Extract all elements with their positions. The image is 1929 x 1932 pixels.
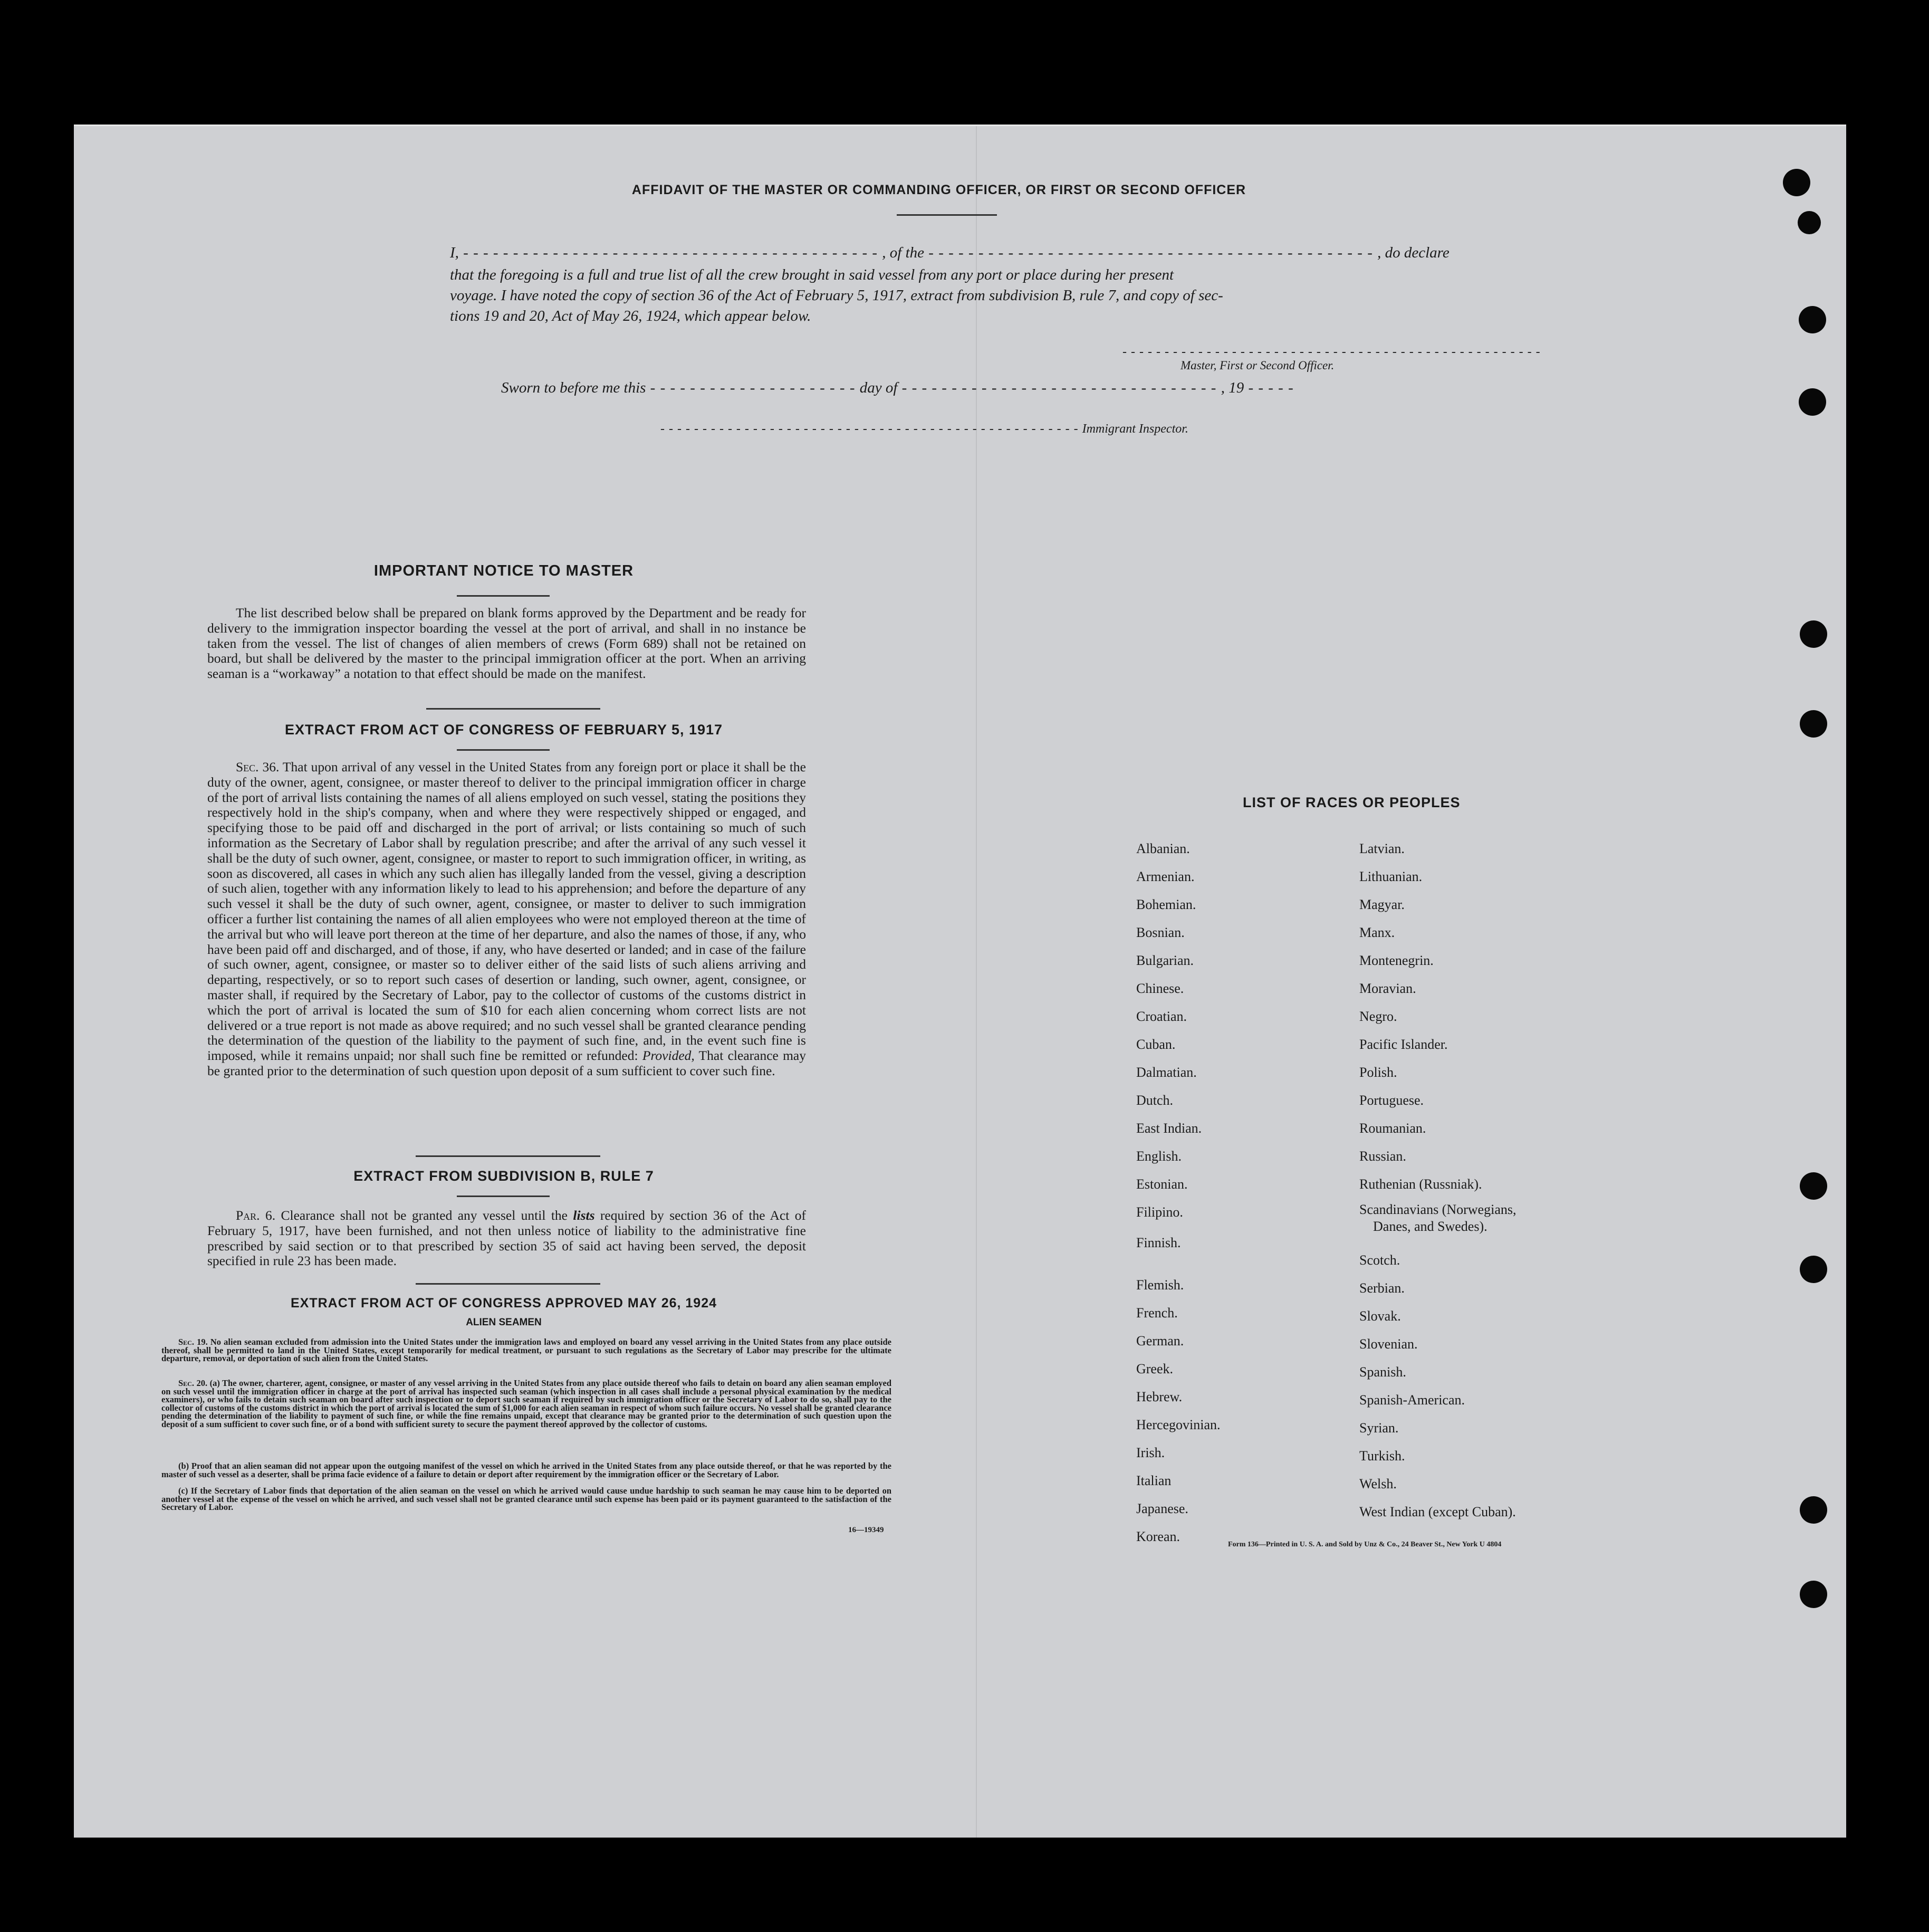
sec19-text: No alien seaman excluded from admission into the United States under the immigration laws and employed on board any vessel arriving in the United States from any place outside thereof, shall be permitted to land in the United States, except temporarily for medical treatment, or pursuant to such regulations as the Secretary of Labor may prescribe for the ultimate departure, removal, or deportation of such alien from the United States. bbox=[161, 1337, 891, 1364]
race-item: Korean. bbox=[1136, 1529, 1181, 1544]
binder-hole bbox=[1800, 1256, 1827, 1283]
binder-hole bbox=[1800, 1496, 1827, 1524]
binder-hole bbox=[1800, 1581, 1827, 1608]
blank-year: - - - - - bbox=[1244, 379, 1294, 396]
race-item: Negro. bbox=[1359, 1009, 1397, 1024]
divider bbox=[457, 595, 550, 597]
races-list-left bbox=[1136, 835, 1221, 1551]
sec20-label: Sec. 20. bbox=[178, 1378, 208, 1388]
provided-word: Provided, bbox=[642, 1048, 695, 1064]
race-item: Magyar. bbox=[1359, 897, 1405, 912]
notice-paragraph: The list described below shall be prepared on blank forms approved by the Department and be ready for delivery to the immigration inspector boarding the vessel at the port of arrival, and shall in no instance be taken from the vessel. The list of changes of alien members of crews (Form 689) shall not be retained on board, but shall be delivered by the master to the principal immigration officer at the port. When an arriving seaman is a “workaway” a notation to that effect should be made on the manifest. bbox=[207, 605, 806, 682]
blank-day: - - - - - - - - - - - - - - - - - - - - - bbox=[646, 379, 860, 396]
binder-hole bbox=[1799, 388, 1826, 416]
race-item: Hercegovinian. bbox=[1136, 1417, 1221, 1432]
binder-hole bbox=[1800, 620, 1827, 648]
alien-seamen-subheading: ALIEN SEAMEN bbox=[466, 1317, 542, 1328]
race-item: Portuguese. bbox=[1359, 1093, 1424, 1108]
extract-1924-heading: EXTRACT FROM ACT OF CONGRESS APPROVED MAY 26, 1924 bbox=[290, 1296, 717, 1311]
rule7-heading: EXTRACT FROM SUBDIVISION B, RULE 7 bbox=[353, 1168, 654, 1184]
blank-name: - - - - - - - - - - - - - - - - - - - - - - - - - - - - - - - - - - - - - - - - - - bbox=[458, 244, 882, 261]
divider bbox=[897, 214, 997, 216]
race-item: Manx. bbox=[1359, 925, 1395, 940]
race-item: Bohemian. bbox=[1136, 897, 1196, 912]
race-item: French. bbox=[1136, 1305, 1178, 1321]
sec36-text: That upon arrival of any vessel in the United States from any foreign port or place it shall be the duty of the owner, agent, consignee, or master thereof to deliver to the principal immigration officer in charge of the port of arrival lists containing the names of all aliens employed on such vessel, stating the positions they respectively hold in the ship's company, when and where they were respectively shipped or engaged, and specifying those to be paid off and discharged in the port of arrival; or lists containing so much of such information as the Secretary of Labor shall by regulation prescribe; and after the arrival of any such vessel it shall be the duty of such owner, agent, consignee, or master to report to such immigration officer, in writing, as soon as discovered, all cases in which any such alien has illegally landed from the vessel, giving a description of such alien, together with any information likely to lead to his apprehension; and before the departure of any such vessel it shall be the duty of such owner, agent, consignee, or master to deliver to such immigration officer a further list containing the names of all alien employees who were not employed thereon at the time of the arrival but who will leave port thereon at the time of her departure, and also the names of those, if any, who have been paid off and discharged, and of those, if any, who have deserted or landed; and in case of the failure of such owner, agent, consignee, or master so to deliver either of the said lists of such aliens arriving and departing, respectively, or so to report such cases of desertion or landing, such owner, agent, consignee, or master shall, if required by the Secretary of Labor, pay to the collector of customs of the customs district in which the port of arrival is located the sum of $10 for each alien concerning whom correct lists are not delivered or a true report is not made as above required; and no such vessel shall be granted clearance pending the determination of the question of the liability to the payment of such fine, and, in the event such fine is imposed, while it remains unpaid; nor shall such fine be remitted or refunded: bbox=[207, 759, 806, 1064]
sec19-paragraph bbox=[161, 1338, 891, 1363]
divider bbox=[426, 708, 600, 710]
race-item: English. bbox=[1136, 1149, 1182, 1164]
blank-month: - - - - - - - - - - - - - - - - - - - - - - - - - - - - - - - - bbox=[897, 379, 1221, 396]
par6-label: Par. 6. bbox=[236, 1208, 276, 1223]
extract-1917-heading: EXTRACT FROM ACT OF CONGRESS OF FEBRUARY 5, 1917 bbox=[284, 722, 723, 738]
signature-line-master: - - - - - - - - - - - - - - - - - - - - - - - - - - - - - - - - - - - - - - - - - - - - - - - - - - bbox=[1122, 345, 1541, 359]
sec19-label: Sec. 19. bbox=[178, 1337, 208, 1347]
binder-hole bbox=[1798, 211, 1821, 234]
divider bbox=[416, 1283, 600, 1285]
race-item: Spanish-American. bbox=[1359, 1392, 1465, 1408]
inspector-line bbox=[660, 422, 1188, 436]
form-code: 16—19349 bbox=[848, 1526, 884, 1534]
race-item: Dutch. bbox=[1136, 1093, 1174, 1108]
race-item: Dalmatian. bbox=[1136, 1065, 1197, 1080]
sec20b-paragraph: (b) Proof that an alien seaman did not appear upon the outgoing manifest of the vessel on which he arrived in the United States from any place outside thereof, or that he was reported by the master of such vessel as a deserter, shall be prima facie evidence of a failure to detain or deport after requirement by the immigration officer or the Secretary of Labor. bbox=[161, 1461, 891, 1479]
race-item: Moravian. bbox=[1359, 981, 1416, 996]
affidavit-heading: AFFIDAVIT OF THE MASTER OR COMMANDING OFFICER, OR FIRST OR SECOND OFFICER bbox=[631, 183, 1246, 197]
race-item: Latvian. bbox=[1359, 841, 1405, 856]
master-label: Master, First or Second Officer. bbox=[1181, 359, 1335, 372]
binder-hole bbox=[1800, 710, 1827, 738]
rule7-text-a: Clearance shall not be granted any vessel until the bbox=[281, 1208, 568, 1223]
lists-word: lists bbox=[573, 1208, 595, 1223]
race-item: Flemish. bbox=[1136, 1277, 1184, 1293]
binder-hole bbox=[1800, 1172, 1827, 1200]
divider bbox=[457, 1195, 550, 1197]
sec20a-text: (a) The owner, charterer, agent, consignee, or master of any vessel arriving in the United States from any place outside thereof who fails to detain on board any alien seaman employed on such vessel until the immigration officer in charge at the port of arrival has inspected such seaman (which inspection in all cases shall include a personal physical examination by the medical examiners), or who fails to detain such seaman on board after such inspection or to deport such seaman if required by such immigration officer or the Secretary of Labor to do so, shall pay to the collector of customs of the customs district in which the port of arrival is located the sum of $1,000 for each alien seaman in respect of whom such failure occurs. No vessel shall be granted clearance pending the determination of the liability to payment of such fine, or while the fine remains unpaid, except that clearance may be granted prior to the determination of such question upon the deposit of a sum sufficient to cover such fine, or of a bond with sufficient surety to secure the payment thereof approved by the collector of customs. bbox=[161, 1378, 891, 1429]
race-item: Greek. bbox=[1136, 1361, 1174, 1376]
race-item: Albanian. bbox=[1136, 841, 1190, 856]
sec36-label: Sec. 36. bbox=[236, 759, 280, 774]
race-item: Filipino. bbox=[1136, 1204, 1183, 1220]
race-item: Roumanian. bbox=[1359, 1121, 1426, 1136]
affidavit-line4: tions 19 and 20, Act of May 26, 1924, which appear below. bbox=[450, 308, 811, 324]
race-item: Scandinavians (Norwegians, Danes, and Swedes). bbox=[1359, 1202, 1517, 1234]
inspector-label: Immigrant Inspector. bbox=[1082, 422, 1188, 436]
race-item: Spanish. bbox=[1359, 1364, 1406, 1380]
race-item: Cuban. bbox=[1136, 1037, 1176, 1052]
divider bbox=[416, 1155, 600, 1157]
race-item: East Indian. bbox=[1136, 1121, 1202, 1136]
race-item: Armenian. bbox=[1136, 869, 1195, 884]
race-item: German. bbox=[1136, 1333, 1184, 1348]
divider bbox=[457, 749, 550, 751]
race-item: Welsh. bbox=[1359, 1476, 1397, 1491]
race-item: Croatian. bbox=[1136, 1009, 1187, 1024]
affidavit-declare: , do declare bbox=[1377, 244, 1450, 261]
race-item: Finnish. bbox=[1136, 1235, 1181, 1250]
race-item: Lithuanian. bbox=[1359, 869, 1423, 884]
sec36-text-end: That clearance may be granted prior to the determination of such question upon deposit of a sum sufficient to cover such fine. bbox=[207, 1048, 807, 1078]
affidavit-line3: voyage. I have noted the copy of section 36 of the Act of February 5, 1917, extract from subdivision B, rule 7, and copy of sec- bbox=[450, 287, 1223, 304]
race-item: West Indian (except Cuban). bbox=[1359, 1504, 1516, 1519]
race-item: Hebrew. bbox=[1136, 1389, 1183, 1404]
signature-line-inspector: - - - - - - - - - - - - - - - - - - - - - - - - - - - - - - - - - - - - - - - - - - - - - - - - - - bbox=[660, 422, 1082, 436]
race-item: Russian. bbox=[1359, 1149, 1406, 1164]
affidavit-line1 bbox=[450, 243, 1452, 263]
affidavit-of-the: , of the bbox=[882, 244, 925, 261]
sworn-day: day of bbox=[859, 379, 898, 396]
race-item: Irish. bbox=[1136, 1445, 1165, 1460]
race-item: Japanese. bbox=[1136, 1501, 1188, 1516]
race-item: Polish. bbox=[1359, 1065, 1397, 1080]
affidavit-i: I, bbox=[450, 244, 459, 261]
sworn-line bbox=[501, 378, 1294, 398]
race-item: Slovenian. bbox=[1359, 1336, 1418, 1352]
race-item: Italian bbox=[1136, 1473, 1172, 1488]
race-item: Pacific Islander. bbox=[1359, 1037, 1448, 1052]
race-item: Bulgarian. bbox=[1136, 953, 1194, 968]
race-item: Ruthenian (Russniak). bbox=[1359, 1177, 1482, 1192]
binder-hole bbox=[1799, 306, 1826, 333]
blank-vessel: - - - - - - - - - - - - - - - - - - - - - - - - - - - - - - - - - - - - - - - - - - - - - bbox=[924, 244, 1378, 261]
races-heading: LIST OF RACES OR PEOPLES bbox=[1243, 795, 1461, 810]
race-item: Turkish. bbox=[1359, 1448, 1405, 1464]
rule7-text-b: required by section 36 of the Act of February 5, 1917, have been furnished, and not then unless notice of liability to the administrative fine prescribed by said section or to that prescribed by section 35 of said act having been served, the deposit specified in rule 23 has been made. bbox=[207, 1208, 806, 1269]
form-footer: Form 136—Printed in U. S. A. and Sold by Unz & Co., 24 Beaver St., New York U 4804 bbox=[1228, 1541, 1502, 1548]
sworn-year: , 19 bbox=[1221, 379, 1244, 396]
rule7-paragraph bbox=[207, 1208, 806, 1269]
races-list-right bbox=[1359, 835, 1516, 1526]
race-item: Syrian. bbox=[1359, 1420, 1399, 1436]
race-item: Bosnian. bbox=[1136, 925, 1185, 940]
race-item: Serbian. bbox=[1359, 1280, 1405, 1296]
binder-hole bbox=[1783, 169, 1810, 196]
sec20-paragraph bbox=[161, 1379, 891, 1429]
sec20c-paragraph: (c) If the Secretary of Labor finds that deportation of the alien seaman on the vessel on which he arrived would cause undue hardship to such seaman he may cause him to be deported on another vessel at the expense of the vessel on which he arrived, and such vessel shall not be granted clearance until such expense has been paid or its payment guaranteed to the satisfaction of the Secretary of Labor. bbox=[161, 1486, 891, 1513]
sworn-prefix: Sworn to before me this bbox=[501, 379, 646, 396]
sec36-paragraph bbox=[207, 760, 806, 1079]
notice-heading: IMPORTANT NOTICE TO MASTER bbox=[373, 562, 634, 579]
race-item: Scotch. bbox=[1359, 1252, 1400, 1268]
race-item: Slovak. bbox=[1359, 1308, 1401, 1324]
affidavit-line2: that the foregoing is a full and true list of all the crew brought in said vessel from any port or place during her present bbox=[450, 266, 1174, 283]
race-item: Montenegrin. bbox=[1359, 953, 1434, 968]
race-item: Chinese. bbox=[1136, 981, 1184, 996]
race-item: Estonian. bbox=[1136, 1177, 1188, 1192]
